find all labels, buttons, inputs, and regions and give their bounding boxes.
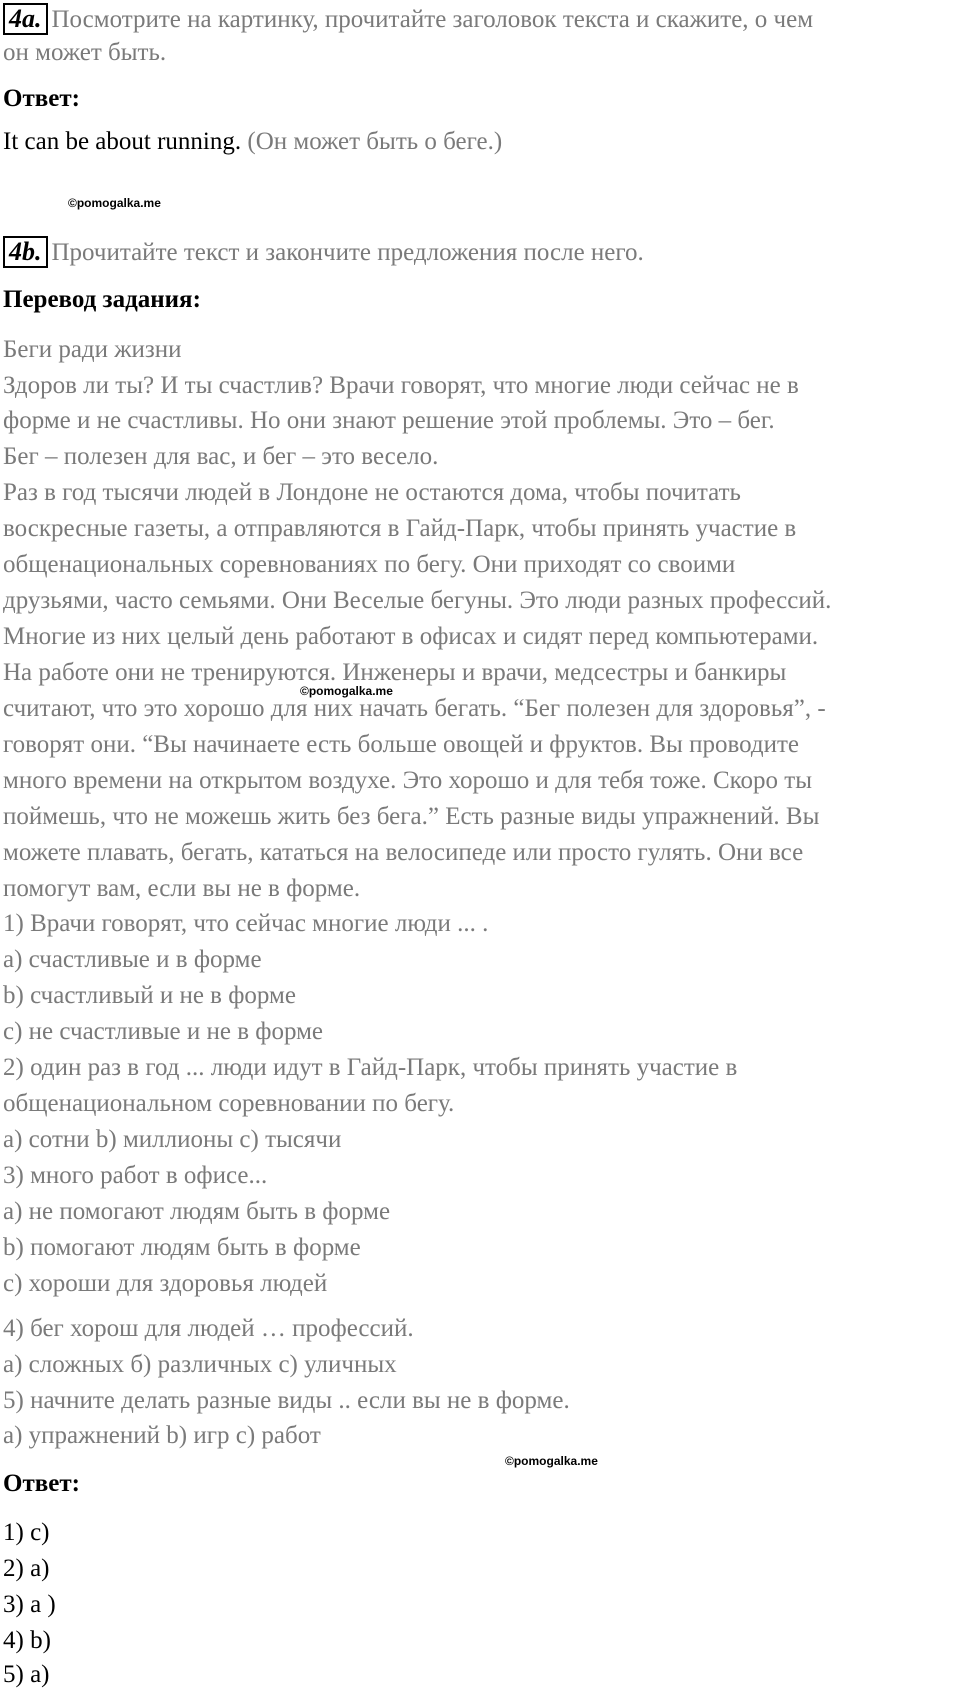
- answer-item: 1) c): [3, 1519, 50, 1546]
- option-line: a) сотни b) миллионы c) тысячи: [3, 1126, 342, 1153]
- translation-line: общенациональных соревнованиях по бегу. Они приходят со своими: [3, 551, 736, 578]
- answer-4a: [3, 127, 502, 157]
- answer-item: 3) a ): [3, 1591, 56, 1618]
- question-line: общенациональном соревновании по бегу.: [3, 1090, 455, 1117]
- question-line: 3) много работ в офисе...: [3, 1162, 268, 1189]
- question-line: 2) один раз в год ... люди идут в Гайд-Парк, чтобы принять участие в: [3, 1054, 738, 1081]
- translation-line: друзьями, часто семьями. Они Веселые бегуны. Это люди разных профессий.: [3, 587, 832, 614]
- translation-label: Перевод задания:: [3, 286, 201, 313]
- option-line: c) не счастливые и не в форме: [3, 1018, 324, 1045]
- answer-item: 4) b): [3, 1627, 51, 1654]
- translation-line: Бег – полезен для вас, и бег – это весело.: [3, 443, 439, 470]
- translation-line: форме и не счастливы. Но они знают решение этой проблемы. Это – бег.: [3, 407, 775, 434]
- option-line: a) сложных б) различных с) уличных: [3, 1351, 397, 1378]
- option-line: a) счастливые и в форме: [3, 946, 262, 973]
- answer-label: Ответ:: [3, 85, 80, 112]
- translation-line: Здоров ли ты? И ты счастлив? Врачи говорят, что многие люди сейчас не в: [3, 372, 799, 399]
- question-line: 1) Врачи говорят, что сейчас многие люди ... .: [3, 910, 489, 937]
- translation-line: помогут вам, если вы не в форме.: [3, 875, 361, 902]
- watermark: ©pomogalka.me: [300, 684, 393, 698]
- translation-line: На работе они не тренируются. Инженеры и врачи, медсестры и банкиры: [3, 659, 787, 686]
- option-line: a) упражнений b) игр с) работ: [3, 1422, 321, 1449]
- question-line: 5) начните делать разные виды .. если вы не в форме.: [3, 1387, 570, 1414]
- translation-line: можете плавать, бегать, кататься на велосипеде или просто гулять. Они все: [3, 839, 804, 866]
- answer-4a-english: It can be about running.: [3, 128, 242, 155]
- answer-item: 5) a): [3, 1661, 50, 1688]
- task-4b: [3, 236, 644, 268]
- translation-line: говорят они. “Вы начинаете есть больше овощей и фруктов. Вы проводите: [3, 731, 799, 758]
- task-4a: [3, 3, 813, 35]
- answer-label: Ответ:: [3, 1470, 80, 1497]
- task-badge-4b: 4b.: [3, 236, 48, 268]
- task-4a-line2: он может быть.: [3, 39, 167, 66]
- task-badge-4a: 4a.: [3, 3, 48, 35]
- option-line: b) счастливый и не в форме: [3, 982, 296, 1009]
- translation-line: считают, что это хорошо для них начать бегать. “Бег полезен для здоровья”, -: [3, 695, 826, 722]
- translation-line: воскресные газеты, а отправляются в Гайд-Парк, чтобы принять участие в: [3, 515, 797, 542]
- answer-4a-russian: (Он может быть о беге.): [247, 128, 503, 155]
- watermark: ©pomogalka.me: [68, 196, 161, 210]
- question-line: 4) бег хорош для людей … профессий.: [3, 1315, 414, 1342]
- watermark: ©pomogalka.me: [505, 1454, 598, 1468]
- task-4b-text: Прочитайте текст и закончите предложения после него.: [51, 239, 644, 266]
- option-line: a) не помогают людям быть в форме: [3, 1198, 391, 1225]
- answer-item: 2) a): [3, 1555, 50, 1582]
- option-line: c) хороши для здоровья людей: [3, 1270, 328, 1297]
- translation-line: Беги ради жизни: [3, 336, 182, 363]
- translation-line: много времени на открытом воздухе. Это хорошо и для тебя тоже. Скоро ты: [3, 767, 812, 794]
- translation-line: поймешь, что не можешь жить без бега.” Есть разные виды упражнений. Вы: [3, 803, 820, 830]
- option-line: b) помогают людям быть в форме: [3, 1234, 361, 1261]
- translation-line: Раз в год тысячи людей в Лондоне не остаются дома, чтобы почитать: [3, 479, 741, 506]
- translation-line: Многие из них целый день работают в офисах и сидят перед компьютерами.: [3, 623, 819, 650]
- task-4a-line1: Посмотрите на картинку, прочитайте заголовок текста и скажите, о чем: [51, 6, 814, 33]
